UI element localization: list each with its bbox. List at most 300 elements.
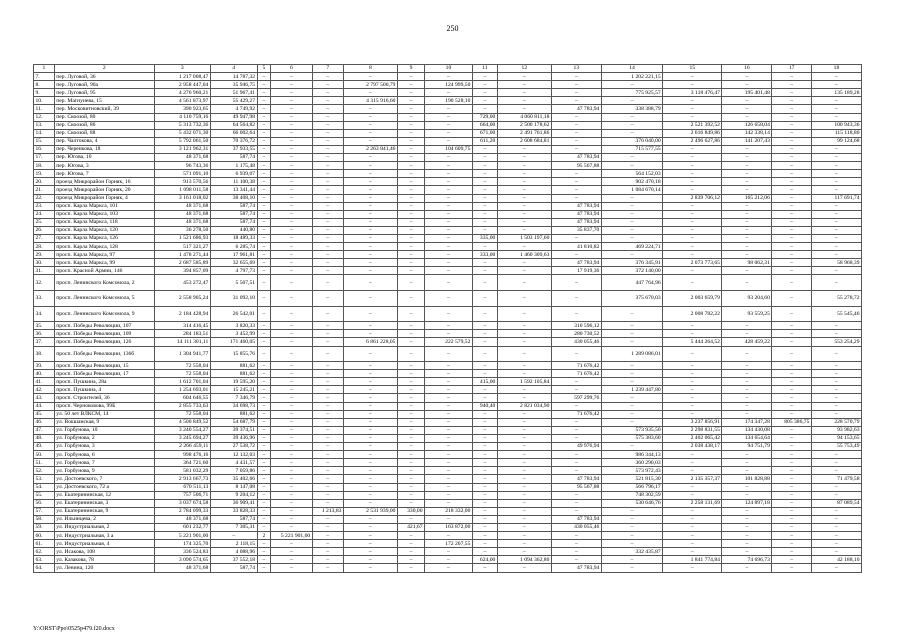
- value-cell: 757 506,71: [154, 491, 210, 499]
- value-cell: –: [772, 540, 812, 548]
- value-cell: –: [472, 194, 497, 202]
- value-cell: –: [271, 291, 313, 307]
- value-cell: –: [271, 451, 313, 459]
- value-cell: –: [551, 194, 601, 202]
- row-number-cell: 62.: [34, 548, 55, 556]
- value-cell: –: [497, 81, 551, 89]
- value-cell: –: [312, 243, 343, 251]
- value-cell: –: [343, 362, 397, 370]
- value-cell: –: [312, 73, 343, 81]
- value-cell: –: [343, 378, 397, 386]
- value-cell: 1 592 105,84: [497, 378, 551, 386]
- value-cell: 55 429,27: [210, 97, 257, 105]
- value-cell: –: [271, 402, 313, 410]
- value-cell: –: [497, 394, 551, 402]
- value-cell: 26 542,01: [210, 306, 257, 322]
- value-cell: –: [497, 259, 551, 267]
- value-cell: –: [663, 243, 722, 251]
- value-cell: 35 837,70: [551, 226, 601, 234]
- value-cell: 415,00: [472, 378, 497, 386]
- value-cell: –: [772, 251, 812, 259]
- row-number-cell: 58.: [34, 515, 55, 523]
- row-number-cell: 48.: [34, 434, 55, 442]
- value-cell: –: [811, 210, 861, 218]
- value-cell: –: [551, 234, 601, 242]
- value-cell: –: [425, 346, 473, 362]
- value-cell: –: [425, 306, 473, 322]
- address-cell: просп. Ленинского Комсомола, 2: [54, 275, 154, 291]
- value-cell: 2 008 782,22: [663, 306, 722, 322]
- table-row: [34, 523, 862, 531]
- table-row: [34, 338, 862, 346]
- value-cell: 881,62: [210, 362, 257, 370]
- value-cell: –: [312, 467, 343, 475]
- value-cell: –: [271, 459, 313, 467]
- value-cell: –: [722, 523, 772, 531]
- value-cell: –: [497, 162, 551, 170]
- value-cell: –: [551, 97, 601, 105]
- value-cell: –: [397, 97, 424, 105]
- value-cell: –: [472, 418, 497, 426]
- address-cell: пер. Скоозой, 88: [54, 129, 154, 137]
- value-cell: –: [472, 386, 497, 394]
- value-cell: –: [722, 451, 772, 459]
- value-cell: –: [312, 186, 343, 194]
- value-cell: 587,74: [210, 154, 257, 162]
- row-number-cell: 37.: [34, 338, 55, 346]
- value-cell: 48 371,68: [154, 218, 210, 226]
- address-cell: проезд Микрорайон Горняк, 20: [54, 186, 154, 194]
- value-cell: 171 460,05: [210, 338, 257, 346]
- table-row: [34, 370, 862, 378]
- value-cell: 39 374,51: [210, 426, 257, 434]
- value-cell: –: [663, 467, 722, 475]
- address-cell: просп. Карла Маркса, 103: [54, 210, 154, 218]
- value-cell: –: [472, 170, 497, 178]
- value-cell: –: [425, 532, 473, 540]
- value-cell: –: [397, 362, 424, 370]
- value-cell: –: [271, 73, 313, 81]
- value-cell: –: [425, 137, 473, 145]
- value-cell: 453 272,47: [154, 275, 210, 291]
- value-cell: –: [472, 145, 497, 153]
- value-cell: –: [397, 483, 424, 491]
- value-cell: –: [663, 251, 722, 259]
- header-cell: 9: [397, 65, 424, 73]
- value-cell: –: [601, 330, 662, 338]
- value-cell: –: [343, 394, 397, 402]
- value-cell: –: [271, 443, 313, 451]
- value-cell: –: [811, 459, 861, 467]
- value-cell: 35 402,66: [210, 475, 257, 483]
- value-cell: –: [551, 129, 601, 137]
- value-cell: –: [271, 89, 313, 97]
- value-cell: –: [343, 226, 397, 234]
- value-cell: 284 183,51: [154, 330, 210, 338]
- value-cell: 174 325,70: [154, 540, 210, 548]
- value-cell: –: [722, 370, 772, 378]
- value-cell: –: [472, 202, 497, 210]
- value-cell: –: [257, 259, 271, 267]
- value-cell: –: [772, 459, 812, 467]
- value-cell: 3 121 962,31: [154, 145, 210, 153]
- value-cell: 314 416,45: [154, 322, 210, 330]
- value-cell: –: [425, 443, 473, 451]
- value-cell: –: [497, 475, 551, 483]
- value-cell: 3 237 856,91: [663, 418, 722, 426]
- value-cell: –: [312, 226, 343, 234]
- value-cell: 4 060 811,18: [497, 113, 551, 121]
- value-cell: –: [257, 81, 271, 89]
- value-cell: –: [551, 532, 601, 540]
- value-cell: –: [472, 226, 497, 234]
- value-cell: –: [601, 418, 662, 426]
- value-cell: –: [257, 443, 271, 451]
- value-cell: –: [257, 459, 271, 467]
- value-cell: –: [271, 483, 313, 491]
- address-cell: ул. Горбунова, 7: [54, 459, 154, 467]
- value-cell: 4 561 873,97: [154, 97, 210, 105]
- value-cell: –: [551, 434, 601, 442]
- value-cell: –: [397, 459, 424, 467]
- header-cell: 4: [210, 65, 257, 73]
- value-cell: –: [397, 418, 424, 426]
- value-cell: –: [722, 202, 772, 210]
- value-cell: –: [772, 234, 812, 242]
- value-cell: –: [772, 394, 812, 402]
- value-cell: –: [343, 499, 397, 507]
- value-cell: 12 132,03: [210, 451, 257, 459]
- value-cell: –: [722, 330, 772, 338]
- value-cell: –: [271, 499, 313, 507]
- value-cell: 310 596,12: [551, 322, 601, 330]
- value-cell: –: [601, 394, 662, 402]
- value-cell: –: [312, 113, 343, 121]
- value-cell: –: [811, 346, 861, 362]
- value-cell: –: [425, 499, 473, 507]
- value-cell: –: [397, 81, 424, 89]
- value-cell: 2 118,15: [210, 540, 257, 548]
- value-cell: 36 909,41: [210, 499, 257, 507]
- value-cell: –: [663, 226, 722, 234]
- value-cell: 440,80: [210, 226, 257, 234]
- row-number-cell: 8.: [34, 81, 55, 89]
- value-cell: 8 147,08: [210, 483, 257, 491]
- value-cell: –: [772, 145, 812, 153]
- value-cell: 2 608 684,81: [497, 137, 551, 145]
- value-cell: –: [397, 548, 424, 556]
- value-cell: –: [772, 259, 812, 267]
- value-cell: 4 110 759,16: [154, 113, 210, 121]
- value-cell: –: [811, 515, 861, 523]
- value-cell: 190 528,10: [425, 97, 473, 105]
- value-cell: 748 302,59: [601, 491, 662, 499]
- value-cell: –: [312, 129, 343, 137]
- value-cell: 47 783,94: [551, 154, 601, 162]
- value-cell: –: [722, 491, 772, 499]
- address-cell: ул. 50 лет ВЛКСМ, 14: [54, 410, 154, 418]
- value-cell: –: [343, 137, 397, 145]
- row-number-cell: 27.: [34, 234, 55, 242]
- value-cell: 587,74: [210, 202, 257, 210]
- value-cell: –: [601, 338, 662, 346]
- value-cell: –: [343, 129, 397, 137]
- value-cell: –: [271, 378, 313, 386]
- address-cell: пер. Московитновский, 39: [54, 105, 154, 113]
- value-cell: –: [271, 475, 313, 483]
- address-cell: пер. Югова, 7: [54, 170, 154, 178]
- value-cell: 998 476,16: [154, 451, 210, 459]
- value-cell: –: [551, 251, 601, 259]
- value-cell: –: [425, 330, 473, 338]
- value-cell: 2 184 428,94: [154, 306, 210, 322]
- value-cell: 881,62: [210, 370, 257, 378]
- value-cell: –: [601, 121, 662, 129]
- address-cell: просп. Ленинского Комсомола, 9: [54, 306, 154, 322]
- value-cell: –: [551, 81, 601, 89]
- value-cell: –: [601, 129, 662, 137]
- value-cell: –: [312, 459, 343, 467]
- value-cell: –: [425, 73, 473, 81]
- value-cell: –: [312, 154, 343, 162]
- value-cell: –: [397, 170, 424, 178]
- value-cell: –: [425, 259, 473, 267]
- header-cell: 5: [257, 65, 271, 73]
- value-cell: 5 221 901,00: [154, 532, 210, 540]
- value-cell: –: [497, 523, 551, 531]
- value-cell: –: [601, 210, 662, 218]
- address-cell: ул. Казакова, 78: [54, 556, 154, 564]
- value-cell: –: [271, 306, 313, 322]
- value-cell: –: [772, 515, 812, 523]
- value-cell: –: [257, 451, 271, 459]
- value-cell: –: [397, 564, 424, 572]
- value-cell: –: [257, 467, 271, 475]
- value-cell: 575 383,60: [601, 434, 662, 442]
- value-cell: –: [271, 418, 313, 426]
- value-cell: –: [601, 306, 662, 322]
- value-cell: 100 943,36: [811, 121, 861, 129]
- value-cell: –: [497, 105, 551, 113]
- value-cell: –: [397, 402, 424, 410]
- value-cell: –: [551, 418, 601, 426]
- value-cell: 530 646,76: [601, 499, 662, 507]
- value-cell: –: [472, 483, 497, 491]
- value-cell: 47 783,94: [551, 259, 601, 267]
- value-cell: –: [397, 89, 424, 97]
- value-cell: 670 511,13: [154, 483, 210, 491]
- value-cell: –: [601, 234, 662, 242]
- row-number-cell: 28.: [34, 243, 55, 251]
- value-cell: –: [257, 234, 271, 242]
- address-cell: просп. Красной Армии, 146: [54, 267, 154, 275]
- value-cell: –: [343, 234, 397, 242]
- value-cell: 13 341,44: [210, 186, 257, 194]
- value-cell: 48 371,68: [154, 202, 210, 210]
- value-cell: –: [722, 467, 772, 475]
- value-cell: –: [425, 475, 473, 483]
- value-cell: 15 245,21: [210, 386, 257, 394]
- value-cell: –: [271, 523, 313, 531]
- value-cell: 566 796,17: [601, 483, 662, 491]
- value-cell: –: [425, 226, 473, 234]
- value-cell: 1 202 221,15: [601, 73, 662, 81]
- value-cell: –: [497, 491, 551, 499]
- value-cell: –: [257, 113, 271, 121]
- value-cell: –: [663, 394, 722, 402]
- address-cell: ул. Екатерининская, 9: [54, 507, 154, 515]
- value-cell: –: [312, 210, 343, 218]
- table-row: [34, 362, 862, 370]
- value-cell: 715 577,55: [601, 145, 662, 153]
- value-cell: –: [343, 154, 397, 162]
- value-cell: 430 055,46: [551, 338, 601, 346]
- value-cell: –: [663, 483, 722, 491]
- row-number-cell: 47.: [34, 426, 55, 434]
- value-cell: –: [257, 378, 271, 386]
- value-cell: –: [772, 386, 812, 394]
- row-number-cell: 42.: [34, 386, 55, 394]
- value-cell: –: [722, 218, 772, 226]
- value-cell: –: [397, 210, 424, 218]
- value-cell: –: [425, 386, 473, 394]
- value-cell: –: [663, 564, 722, 572]
- value-cell: –: [497, 322, 551, 330]
- value-cell: 72 558,04: [154, 410, 210, 418]
- table-row: [34, 291, 862, 307]
- table-row: [34, 251, 862, 259]
- row-number-cell: 21.: [34, 186, 55, 194]
- value-cell: –: [722, 267, 772, 275]
- header-cell: 14: [601, 65, 662, 73]
- value-cell: –: [257, 105, 271, 113]
- value-cell: –: [271, 267, 313, 275]
- value-cell: 71 676,42: [551, 362, 601, 370]
- value-cell: –: [772, 154, 812, 162]
- table-row: [34, 548, 862, 556]
- value-cell: 338 388,79: [601, 105, 662, 113]
- value-cell: –: [343, 251, 397, 259]
- value-cell: –: [271, 434, 313, 442]
- value-cell: 71 676,42: [551, 370, 601, 378]
- value-cell: 54 687,79: [210, 418, 257, 426]
- value-cell: –: [271, 394, 313, 402]
- value-cell: –: [343, 426, 397, 434]
- value-cell: –: [312, 81, 343, 89]
- value-cell: –: [397, 443, 424, 451]
- value-cell: 376 040,00: [601, 137, 662, 145]
- row-number-cell: 46.: [34, 418, 55, 426]
- value-cell: –: [397, 129, 424, 137]
- value-cell: –: [472, 475, 497, 483]
- value-cell: –: [257, 291, 271, 307]
- value-cell: –: [472, 426, 497, 434]
- value-cell: –: [312, 475, 343, 483]
- address-cell: просп. Ленинского Комсомола, 5: [54, 291, 154, 307]
- value-cell: –: [312, 378, 343, 386]
- value-cell: 95 567,88: [551, 483, 601, 491]
- value-cell: –: [497, 97, 551, 105]
- value-cell: –: [497, 418, 551, 426]
- value-cell: 671,00: [472, 129, 497, 137]
- table-row: [34, 113, 862, 121]
- value-cell: 335,00: [472, 234, 497, 242]
- value-cell: –: [343, 322, 397, 330]
- row-number-cell: 55.: [34, 491, 55, 499]
- value-cell: –: [772, 556, 812, 564]
- header-cell: 15: [663, 65, 722, 73]
- value-cell: –: [343, 218, 397, 226]
- value-cell: –: [551, 145, 601, 153]
- value-cell: 126 658,04: [722, 121, 772, 129]
- value-cell: –: [551, 291, 601, 307]
- address-cell: ул. Ленина, 120: [54, 564, 154, 572]
- value-cell: –: [472, 346, 497, 362]
- value-cell: –: [312, 338, 343, 346]
- value-cell: –: [425, 322, 473, 330]
- value-cell: –: [312, 499, 343, 507]
- value-cell: –: [811, 251, 861, 259]
- value-cell: –: [312, 483, 343, 491]
- value-cell: –: [722, 532, 772, 540]
- value-cell: 573 972,43: [601, 467, 662, 475]
- value-cell: 228 570,79: [811, 418, 861, 426]
- table-row: [34, 97, 862, 105]
- table-row: [34, 218, 862, 226]
- value-cell: –: [257, 548, 271, 556]
- address-cell: ул. Горбунова, 6: [54, 451, 154, 459]
- value-cell: –: [257, 394, 271, 402]
- value-cell: 5 313 732,36: [154, 121, 210, 129]
- value-cell: –: [271, 564, 313, 572]
- value-cell: –: [722, 210, 772, 218]
- value-cell: –: [772, 210, 812, 218]
- value-cell: –: [772, 275, 812, 291]
- value-cell: –: [772, 564, 812, 572]
- table-row: [34, 426, 862, 434]
- value-cell: –: [497, 346, 551, 362]
- value-cell: –: [811, 540, 861, 548]
- value-cell: –: [425, 170, 473, 178]
- value-cell: –: [312, 426, 343, 434]
- value-cell: 55 278,72: [811, 291, 861, 307]
- value-cell: –: [497, 194, 551, 202]
- value-cell: –: [397, 154, 424, 162]
- value-cell: –: [722, 186, 772, 194]
- value-cell: –: [497, 386, 551, 394]
- value-cell: –: [312, 145, 343, 153]
- table-row: [34, 275, 862, 291]
- value-cell: –: [425, 154, 473, 162]
- value-cell: 428 459,22: [722, 338, 772, 346]
- value-cell: –: [312, 410, 343, 418]
- value-cell: 3 090 574,65: [154, 556, 210, 564]
- value-cell: 2 500 178,62: [497, 121, 551, 129]
- value-cell: –: [425, 548, 473, 556]
- value-cell: –: [772, 194, 812, 202]
- value-cell: –: [271, 81, 313, 89]
- value-cell: –: [772, 129, 812, 137]
- value-cell: –: [722, 97, 772, 105]
- row-number-cell: 11.: [34, 105, 55, 113]
- value-cell: –: [343, 459, 397, 467]
- value-cell: –: [425, 178, 473, 186]
- value-cell: –: [343, 275, 397, 291]
- value-cell: –: [271, 178, 313, 186]
- value-cell: –: [425, 556, 473, 564]
- value-cell: –: [271, 338, 313, 346]
- value-cell: 124 897,18: [722, 499, 772, 507]
